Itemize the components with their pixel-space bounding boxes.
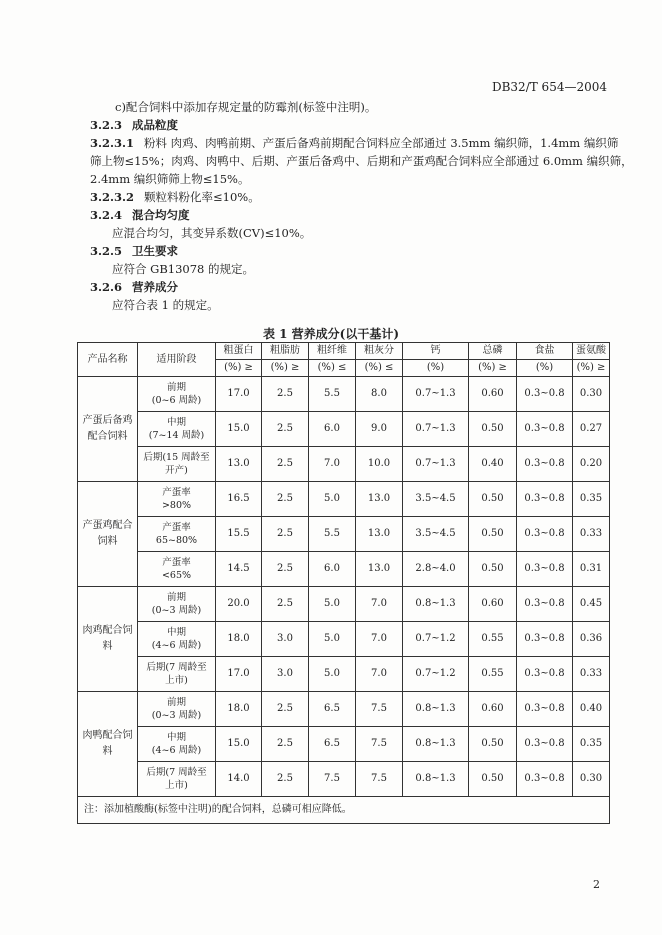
heading-3-2-6 xyxy=(90,279,178,295)
value-cell: 5.0 xyxy=(309,622,356,657)
value-cell: 8.0 xyxy=(356,377,403,412)
stage-cell xyxy=(138,447,216,482)
value-cell: 0.3~0.8 xyxy=(517,727,573,762)
value-cell: 0.33 xyxy=(573,657,610,692)
value-cell: 0.30 xyxy=(573,762,610,797)
value-cell: 0.8~1.3 xyxy=(403,587,469,622)
section-title: 成品粒度 xyxy=(132,118,179,132)
value-cell: 0.60 xyxy=(469,692,517,727)
value-cell: 13.0 xyxy=(356,552,403,587)
value-cell: 7.5 xyxy=(309,762,356,797)
value-cell: 2.5 xyxy=(262,727,309,762)
value-cell: 0.3~0.8 xyxy=(517,622,573,657)
section-number: 3.2.3.2 xyxy=(90,190,135,204)
stage-line: (7~14 周龄) xyxy=(148,430,205,441)
clause-continuation xyxy=(90,171,249,187)
value-cell: 17.0 xyxy=(216,377,262,412)
unit-calcium: (%) xyxy=(403,360,469,377)
value-cell: 0.7~1.2 xyxy=(403,657,469,692)
product-name-line: 肉鸭配合饲 xyxy=(82,730,133,741)
table-note: 注：添加植酸酶(标签中注明)的配合饲料，总磷可相应降低。 xyxy=(78,797,610,824)
value-cell: 0.3~0.8 xyxy=(517,482,573,517)
stage-line: 上市) xyxy=(165,675,188,686)
unit-crude-ash: (%) ≤ xyxy=(356,360,403,377)
section-title: 混合均匀度 xyxy=(132,208,190,222)
stage-line: 中期 xyxy=(166,417,186,428)
unit-crude-fiber: (%) ≤ xyxy=(309,360,356,377)
value-cell: 6.5 xyxy=(309,692,356,727)
value-cell: 10.0 xyxy=(356,447,403,482)
stage-line: 65~80% xyxy=(155,535,198,546)
stage-line: 开产) xyxy=(165,465,188,476)
value-cell: 0.50 xyxy=(469,412,517,447)
product-name-line: 产蛋后备鸡 xyxy=(82,415,133,426)
product-name-line: 配合饲料 xyxy=(87,431,128,442)
line-text: c)配合饲料中添加存规定量的防霉剂(标签中注明)。 xyxy=(115,100,377,114)
stage-line: (0~3 周龄) xyxy=(151,605,202,616)
value-cell: 0.45 xyxy=(573,587,610,622)
value-cell: 2.5 xyxy=(262,517,309,552)
section-number: 3.2.3 xyxy=(90,118,123,132)
stage-line: 产蛋率 xyxy=(162,522,191,533)
value-cell: 7.5 xyxy=(356,692,403,727)
value-cell: 0.50 xyxy=(469,552,517,587)
unit-total-phosphorus: (%) ≥ xyxy=(469,360,517,377)
stage-cell xyxy=(138,657,216,692)
unit-crude-protein: (%) ≥ xyxy=(216,360,262,377)
heading-3-2-4 xyxy=(90,207,190,223)
table-row xyxy=(78,377,610,412)
stage-line: 后期(7 周龄至 xyxy=(146,767,207,778)
product-name-cell xyxy=(78,587,138,692)
value-cell: 0.3~0.8 xyxy=(517,377,573,412)
header-product: 产品名称 xyxy=(78,343,138,377)
value-cell: 0.55 xyxy=(469,622,517,657)
line-text: 颗粒料粉化率≤10%。 xyxy=(144,190,260,204)
header-crude-ash: 粗灰分 xyxy=(356,343,403,360)
line-text: 应符合 GB13078 的规定。 xyxy=(112,262,255,276)
value-cell: 0.40 xyxy=(573,692,610,727)
value-cell: 0.3~0.8 xyxy=(517,762,573,797)
paragraph xyxy=(112,297,219,313)
value-cell: 13.0 xyxy=(216,447,262,482)
value-cell: 0.36 xyxy=(573,622,610,657)
header-methionine: 蛋氨酸 xyxy=(573,343,610,360)
stage-line: 前期 xyxy=(166,592,186,603)
table-title: 表 1 营养成分(以干基计) xyxy=(262,327,400,341)
value-cell: 0.7~1.2 xyxy=(403,622,469,657)
value-cell: 0.8~1.3 xyxy=(403,692,469,727)
value-cell: 0.3~0.8 xyxy=(517,447,573,482)
table-body xyxy=(78,377,610,797)
value-cell: 7.0 xyxy=(356,622,403,657)
line-text: 应符合表 1 的规定。 xyxy=(112,298,219,312)
value-cell: 0.55 xyxy=(469,657,517,692)
stage-line: 后期(7 周龄至 xyxy=(146,662,207,673)
table-row xyxy=(78,727,610,762)
value-cell: 3.0 xyxy=(262,622,309,657)
section-number: 3.2.4 xyxy=(90,208,123,222)
section-number: 3.2.5 xyxy=(90,244,123,258)
line-text: 2.4mm 编织筛筛上物≤15%。 xyxy=(90,172,250,186)
value-cell: 7.0 xyxy=(356,587,403,622)
stage-line: 前期 xyxy=(166,697,186,708)
section-number: 3.2.6 xyxy=(90,280,123,294)
clause-3-2-3-2 xyxy=(90,189,260,205)
value-cell: 2.5 xyxy=(262,587,309,622)
table-row xyxy=(78,517,610,552)
paragraph xyxy=(112,225,311,241)
header-stage: 适用阶段 xyxy=(138,343,216,377)
stage-line: 产蛋率 xyxy=(162,487,191,498)
page-number: 2 xyxy=(593,878,600,891)
value-cell: 0.7~1.3 xyxy=(403,377,469,412)
value-cell: 6.5 xyxy=(309,727,356,762)
value-cell: 16.5 xyxy=(216,482,262,517)
value-cell: 0.35 xyxy=(573,482,610,517)
product-name-line: 料 xyxy=(102,641,113,652)
value-cell: 0.27 xyxy=(573,412,610,447)
value-cell: 0.33 xyxy=(573,517,610,552)
stage-line: >80% xyxy=(161,500,192,511)
value-cell: 0.50 xyxy=(469,762,517,797)
product-name-line: 料 xyxy=(102,746,113,757)
unit-crude-fat: (%) ≥ xyxy=(262,360,309,377)
value-cell: 0.3~0.8 xyxy=(517,587,573,622)
value-cell: 5.5 xyxy=(309,377,356,412)
table-row xyxy=(78,692,610,727)
heading-3-2-5 xyxy=(90,243,178,259)
value-cell: 2.5 xyxy=(262,692,309,727)
product-name-line: 肉鸡配合饲 xyxy=(82,625,133,636)
line-text: 粉料 肉鸡、肉鸭前期、产蛋后备鸡前期配合饲料应全部通过 3.5mm 编织筛，1.4mm 编织筛 xyxy=(144,136,619,150)
table-row xyxy=(78,762,610,797)
stage-cell xyxy=(138,692,216,727)
value-cell: 2.5 xyxy=(262,447,309,482)
unit-salt: (%) xyxy=(517,360,573,377)
product-name-line: 饲料 xyxy=(97,536,118,547)
paragraph-c xyxy=(115,99,376,115)
header-crude-fiber: 粗纤维 xyxy=(309,343,356,360)
product-name-line: 产蛋鸡配合 xyxy=(82,520,133,531)
value-cell: 5.0 xyxy=(309,482,356,517)
header-crude-fat: 粗脂肪 xyxy=(262,343,309,360)
table-row xyxy=(78,622,610,657)
stage-line: 产蛋率 xyxy=(162,557,191,568)
value-cell: 2.8~4.0 xyxy=(403,552,469,587)
value-cell: 7.0 xyxy=(309,447,356,482)
stage-line: <65% xyxy=(161,570,192,581)
value-cell: 15.0 xyxy=(216,412,262,447)
nutrition-table xyxy=(77,342,610,824)
value-cell: 0.3~0.8 xyxy=(517,412,573,447)
product-name-cell xyxy=(78,692,138,797)
table-row xyxy=(78,482,610,517)
value-cell: 3.5~4.5 xyxy=(403,482,469,517)
value-cell: 3.0 xyxy=(262,657,309,692)
stage-cell xyxy=(138,727,216,762)
value-cell: 13.0 xyxy=(356,482,403,517)
stage-cell xyxy=(138,482,216,517)
product-name-cell xyxy=(78,377,138,482)
value-cell: 0.50 xyxy=(469,727,517,762)
value-cell: 18.0 xyxy=(216,622,262,657)
stage-line: (4~6 周龄) xyxy=(151,640,202,651)
value-cell: 3.5~4.5 xyxy=(403,517,469,552)
value-cell: 6.0 xyxy=(309,552,356,587)
stage-line: 中期 xyxy=(166,627,186,638)
value-cell: 6.0 xyxy=(309,412,356,447)
stage-line: 前期 xyxy=(166,382,186,393)
value-cell: 2.5 xyxy=(262,762,309,797)
stage-cell xyxy=(138,762,216,797)
value-cell: 0.8~1.3 xyxy=(403,727,469,762)
value-cell: 9.0 xyxy=(356,412,403,447)
stage-line: 中期 xyxy=(166,732,186,743)
value-cell: 14.5 xyxy=(216,552,262,587)
table-row xyxy=(78,587,610,622)
value-cell: 0.3~0.8 xyxy=(517,692,573,727)
clause-3-2-3-1 xyxy=(90,135,618,151)
value-cell: 0.30 xyxy=(573,377,610,412)
heading-3-2-3 xyxy=(90,117,178,133)
paragraph xyxy=(112,261,254,277)
value-cell: 0.20 xyxy=(573,447,610,482)
stage-cell xyxy=(138,552,216,587)
value-cell: 18.0 xyxy=(216,692,262,727)
value-cell: 2.5 xyxy=(262,377,309,412)
stage-line: (4~6 周龄) xyxy=(151,745,202,756)
stage-line: (0~3 周龄) xyxy=(151,710,202,721)
section-title: 卫生要求 xyxy=(132,244,179,258)
stage-cell xyxy=(138,622,216,657)
header-calcium: 钙 xyxy=(403,343,469,360)
stage-cell xyxy=(138,412,216,447)
value-cell: 13.0 xyxy=(356,517,403,552)
stage-line: (0~6 周龄) xyxy=(151,395,202,406)
stage-line: 后期(15 周龄至 xyxy=(143,452,210,463)
value-cell: 0.3~0.8 xyxy=(517,657,573,692)
value-cell: 5.0 xyxy=(309,657,356,692)
value-cell: 0.40 xyxy=(469,447,517,482)
table-row xyxy=(78,412,610,447)
header-crude-protein: 粗蛋白 xyxy=(216,343,262,360)
value-cell: 2.5 xyxy=(262,482,309,517)
value-cell: 15.5 xyxy=(216,517,262,552)
value-cell: 7.5 xyxy=(356,762,403,797)
value-cell: 0.60 xyxy=(469,377,517,412)
value-cell: 0.50 xyxy=(469,482,517,517)
section-number: 3.2.3.1 xyxy=(90,136,135,150)
header-total-phosphorus: 总磷 xyxy=(469,343,517,360)
stage-cell xyxy=(138,517,216,552)
value-cell: 0.60 xyxy=(469,587,517,622)
value-cell: 2.5 xyxy=(262,412,309,447)
value-cell: 0.35 xyxy=(573,727,610,762)
value-cell: 2.5 xyxy=(262,552,309,587)
stage-line: 上市) xyxy=(165,780,188,791)
table-row xyxy=(78,447,610,482)
value-cell: 14.0 xyxy=(216,762,262,797)
value-cell: 0.7~1.3 xyxy=(403,447,469,482)
product-name-cell xyxy=(78,482,138,587)
value-cell: 7.0 xyxy=(356,657,403,692)
unit-methionine: (%) ≥ xyxy=(573,360,610,377)
stage-cell xyxy=(138,377,216,412)
section-title: 营养成分 xyxy=(132,280,179,294)
value-cell: 0.7~1.3 xyxy=(403,412,469,447)
value-cell: 0.50 xyxy=(469,517,517,552)
stage-cell xyxy=(138,587,216,622)
value-cell: 20.0 xyxy=(216,587,262,622)
value-cell: 0.8~1.3 xyxy=(403,762,469,797)
value-cell: 5.5 xyxy=(309,517,356,552)
value-cell: 0.3~0.8 xyxy=(517,552,573,587)
value-cell: 0.31 xyxy=(573,552,610,587)
value-cell: 15.0 xyxy=(216,727,262,762)
table-row xyxy=(78,552,610,587)
header-salt: 食盐 xyxy=(517,343,573,360)
clause-continuation xyxy=(90,153,633,169)
value-cell: 7.5 xyxy=(356,727,403,762)
table-row xyxy=(78,657,610,692)
line-text: 筛上物≤15%；肉鸡、肉鸭中、后期、产蛋后备鸡中、后期和产蛋鸡配合饲料应全部通过 6.0mm 编织筛， xyxy=(90,154,633,168)
line-text: 应混合均匀，其变异系数(CV)≤10%。 xyxy=(112,226,312,240)
value-cell: 17.0 xyxy=(216,657,262,692)
value-cell: 5.0 xyxy=(309,587,356,622)
document-code: DB32/T 654—2004 xyxy=(491,80,607,94)
value-cell: 0.3~0.8 xyxy=(517,517,573,552)
